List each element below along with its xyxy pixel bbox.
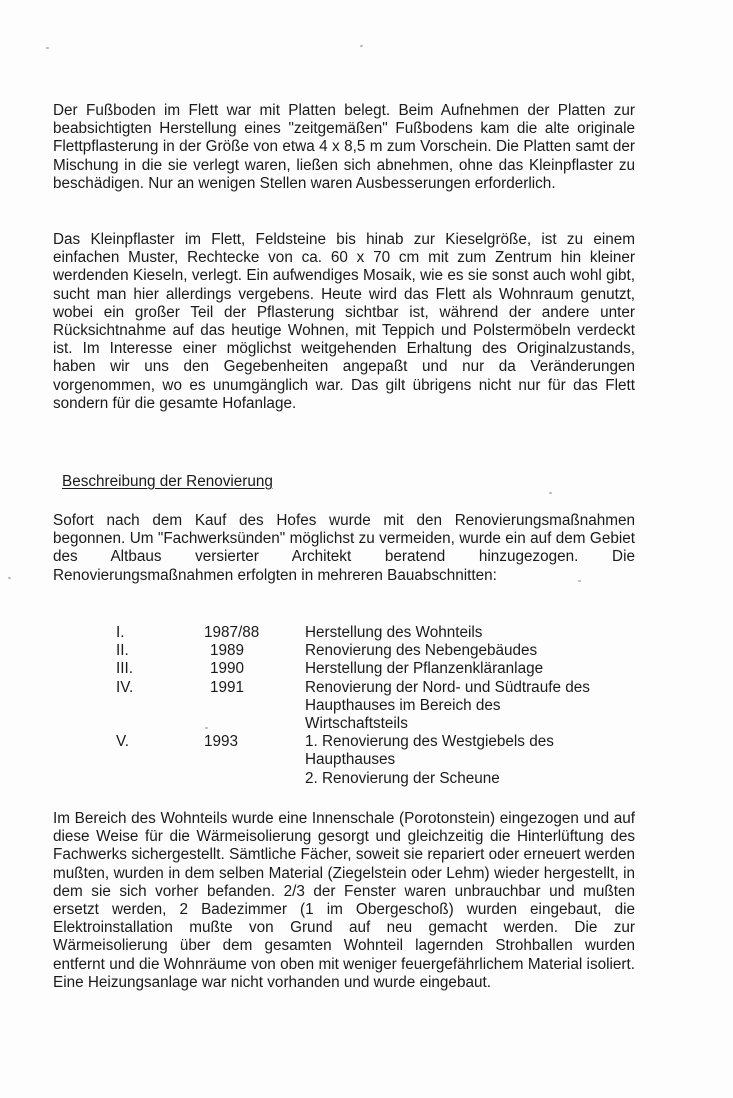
paragraph-flett-floor: Der Fußboden im Flett war mit Platten belegt. Beim Aufnehmen der Platten zur beabsichtigten Herstellung eines "zeitgemäßen" Fußbodens kam die alte originale Flettpflasterung in der Größe von etwa 4 x 8,5 m zum Vorschein. Die Platten samt der Mischung in die sie verlegt waren, ließen sich abnehmen, ohne das Kleinpflaster zu beschädigen. Nur an wenigen Stellen waren Ausbesserungen erforderlich. [53,102,635,192]
timeline-description [305,624,635,642]
timeline-row [116,679,636,734]
scan-speck [578,580,581,582]
scan-speck [360,45,363,47]
timeline-description-line: Herstellung der Pflanzenkläranlage [305,660,544,678]
timeline-description-line: Haupthauses [305,751,396,769]
paragraph-kleinpflaster: Das Kleinpflaster im Flett, Feldsteine bis hinab zur Kieselgröße, ist zu einem einfachen Muster, Rechtecke von ca. 60 x 70 cm mit zum Zentrum hin kleiner werdenden Kieseln, verlegt. Ein aufwendiges Mosaik, wie es sie sonst auch wohl gibt, sucht man hier allerdings vergebens. Heute wird das Flett als Wohnraum genutzt, wobei ein großer Teil der Pflasterung sichtbar ist, während der andere unter Rücksichtnahme auf das heutige Wohnen, mit Teppich und Polstermöbeln verdeckt ist. Im Interesse einer möglichst weitgehenden Erhaltung des Originalzustands, haben wir uns den Gegebenheiten angepaßt und nur da Veränderungen vorgenommen, wo es unumgänglich war. Das gilt übrigens nicht nur für das Flett sondern für die gesamte Hofanlage. [53,231,635,412]
timeline-row [116,642,636,660]
timeline-year: 1987/88 [204,624,260,641]
timeline-description-line: Haupthauses im Bereich des [305,696,501,714]
timeline-number: I. [116,624,125,641]
timeline-description-line: 1. Renovierung des Westgiebels des [305,733,554,751]
paragraph-renovation-intro: Sofort nach dem Kauf des Hofes wurde mit den Renovierungsmaßnahmen begonnen. Um "Fachwerksünden" möglichst zu vermeiden, wurde ein auf dem Gebiet des Altbaus versierter Architekt beratend hinzugezogen. Die Renovierungsmaßnahmen erfolgten in mehreren Bauabschnitten: [53,512,635,584]
timeline-row [116,624,636,642]
timeline-year: 1993 [204,733,239,751]
timeline-number: IV. [116,678,134,696]
timeline-year: 1989 [210,642,245,660]
timeline-row [116,660,636,678]
paragraph-wohnteil-renovation: Im Bereich des Wohnteils wurde eine Innenschale (Porotonstein) eingezogen und auf diese Weise für die Wärmeisolierung gesorgt und gleichzeitig die Hinterlüftung des Fachwerks sichergestellt. Sämtliche Fächer, soweit sie repariert oder erneuert werden mußten, wurden in dem selben Material (Ziegelstein oder Lehm) wieder hergestellt, in dem sie sich vorher befanden. 2/3 der Fenster waren unbrauchbar und mußten ersetzt werden, 2 Badezimmer (1 im Obergeschoß) wurden eingebaut, die Elektroinstallation mußte von Grund auf neu gemacht werden. Die zur Wärmeisolierung über dem gesamten Wohnteil lagernden Strohballen wurden entfernt und die Wohnräume von oben mit weniger feuergefährlichem Material isoliert. Eine Heizungsanlage war nicht vorhanden und wurde eingebaut. [53,810,635,991]
timeline-number: V. [116,733,130,751]
scan-speck [549,492,552,494]
scan-speck [46,47,49,49]
timeline-description-line: Renovierung des Nebengebäudes [305,642,538,660]
timeline-description-line: 2. Renovierung der Scheune [305,769,500,787]
renovation-timeline [116,624,636,788]
timeline-description [305,660,635,678]
scan-speck [205,727,208,729]
timeline-description [305,642,635,660]
timeline-description [305,733,635,788]
timeline-number: III. [116,660,133,678]
timeline-year: 1991 [210,678,245,696]
timeline-description-line: Renovierung der Nord- und Südtraufe des [305,678,590,696]
scan-speck [8,577,11,579]
timeline-description [305,679,635,734]
timeline-number: II. [116,642,129,660]
timeline-description-line: Herstellung des Wohnteils [305,624,483,641]
section-heading-renovation: Beschreibung der Renovierung [62,473,273,490]
timeline-row [116,733,636,788]
timeline-description-line: Wirtschaftsteils [305,715,408,733]
timeline-year: 1990 [210,660,245,678]
